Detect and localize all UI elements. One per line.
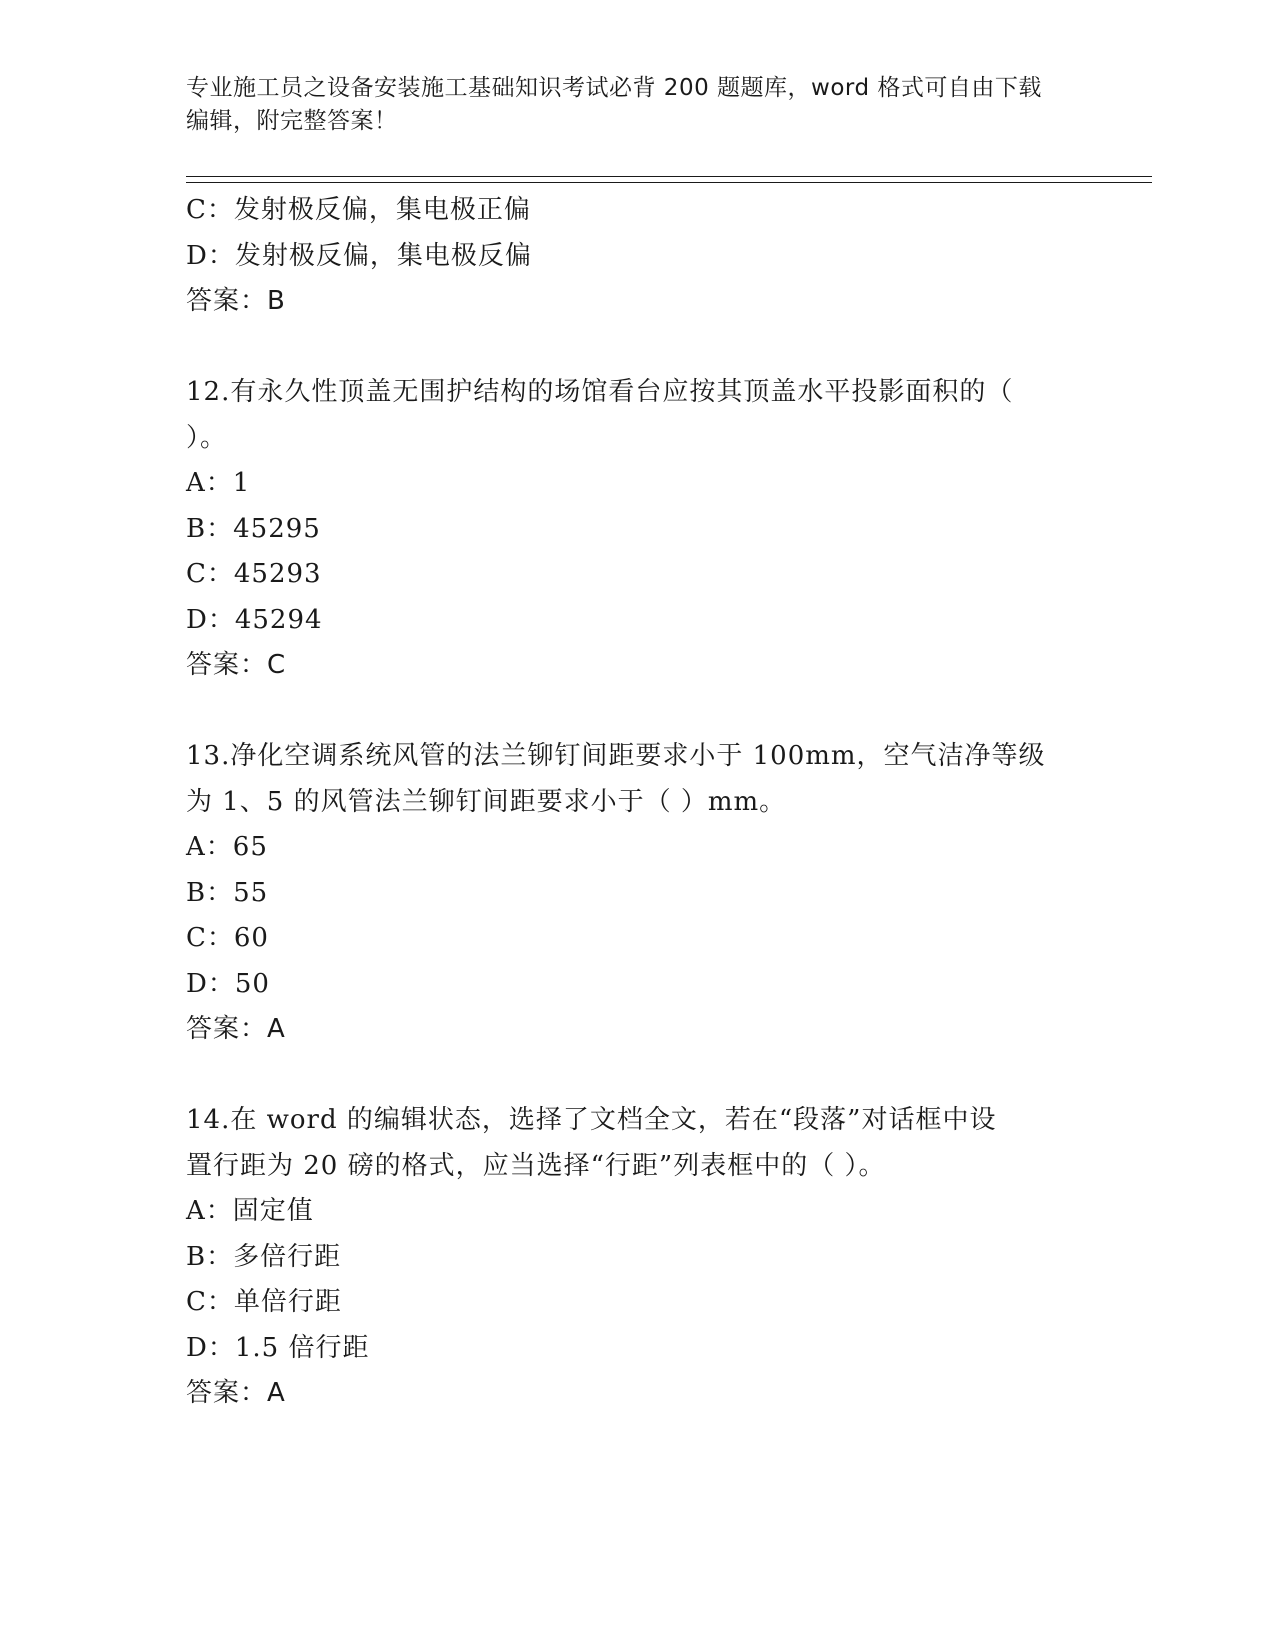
option-b: B：多倍行距 bbox=[186, 1241, 342, 1272]
question-stem-line-2: 为 1、5 的风管法兰铆钉间距要求小于（ ）mm。 bbox=[186, 786, 787, 817]
option-d: D：发射极反偏，集电极反偏 bbox=[186, 240, 532, 271]
header-divider-top bbox=[186, 176, 1152, 177]
question-12 bbox=[186, 370, 1086, 689]
option-d: D：45294 bbox=[186, 604, 323, 635]
question-14 bbox=[186, 1098, 1086, 1417]
question-stem-line-1: 14.在 word 的编辑状态，选择了文档全文，若在“段落”对话框中设 bbox=[186, 1105, 997, 1135]
option-c: C：发射极反偏，集电极正偏 bbox=[186, 195, 531, 225]
header-divider-bottom bbox=[186, 182, 1152, 183]
answer-line: 答案：A bbox=[186, 1378, 286, 1408]
document-header bbox=[186, 72, 1066, 138]
option-a: A：65 bbox=[186, 832, 268, 862]
question-stem-line-1: 13.净化空调系统风管的法兰铆钉间距要求小于 100mm，空气洁净等级 bbox=[186, 741, 1046, 771]
option-d: D：1.5 倍行距 bbox=[186, 1332, 370, 1363]
header-line-1: 专业施工员之设备安装施工基础知识考试必背 200 题题库，word 格式可自由下载 bbox=[186, 75, 1042, 101]
answer-line: 答案：B bbox=[186, 286, 286, 316]
option-a: A：固定值 bbox=[186, 1196, 314, 1226]
option-a: A：1 bbox=[186, 468, 251, 498]
answer-line: 答案：C bbox=[186, 650, 287, 680]
question-stem-line-1: 12.有永久性顶盖无围护结构的场馆看台应按其顶盖水平投影面积的（ bbox=[186, 377, 1014, 407]
question-stem-line-2: ）。 bbox=[186, 422, 228, 453]
option-c: C：60 bbox=[186, 923, 269, 953]
document-body bbox=[186, 188, 1086, 1417]
option-d: D：50 bbox=[186, 968, 270, 999]
option-c: C：45293 bbox=[186, 559, 322, 589]
header-line-2: 编辑，附完整答案！ bbox=[186, 108, 398, 134]
option-c: C：单倍行距 bbox=[186, 1287, 342, 1317]
option-b: B：45295 bbox=[186, 513, 321, 544]
question-stem-line-2: 置行距为 20 磅的格式，应当选择“行距”列表框中的（ ）。 bbox=[186, 1150, 886, 1181]
answer-line: 答案：A bbox=[186, 1014, 286, 1044]
option-b: B：55 bbox=[186, 877, 269, 908]
question-11-tail bbox=[186, 188, 1086, 325]
question-13 bbox=[186, 734, 1086, 1053]
